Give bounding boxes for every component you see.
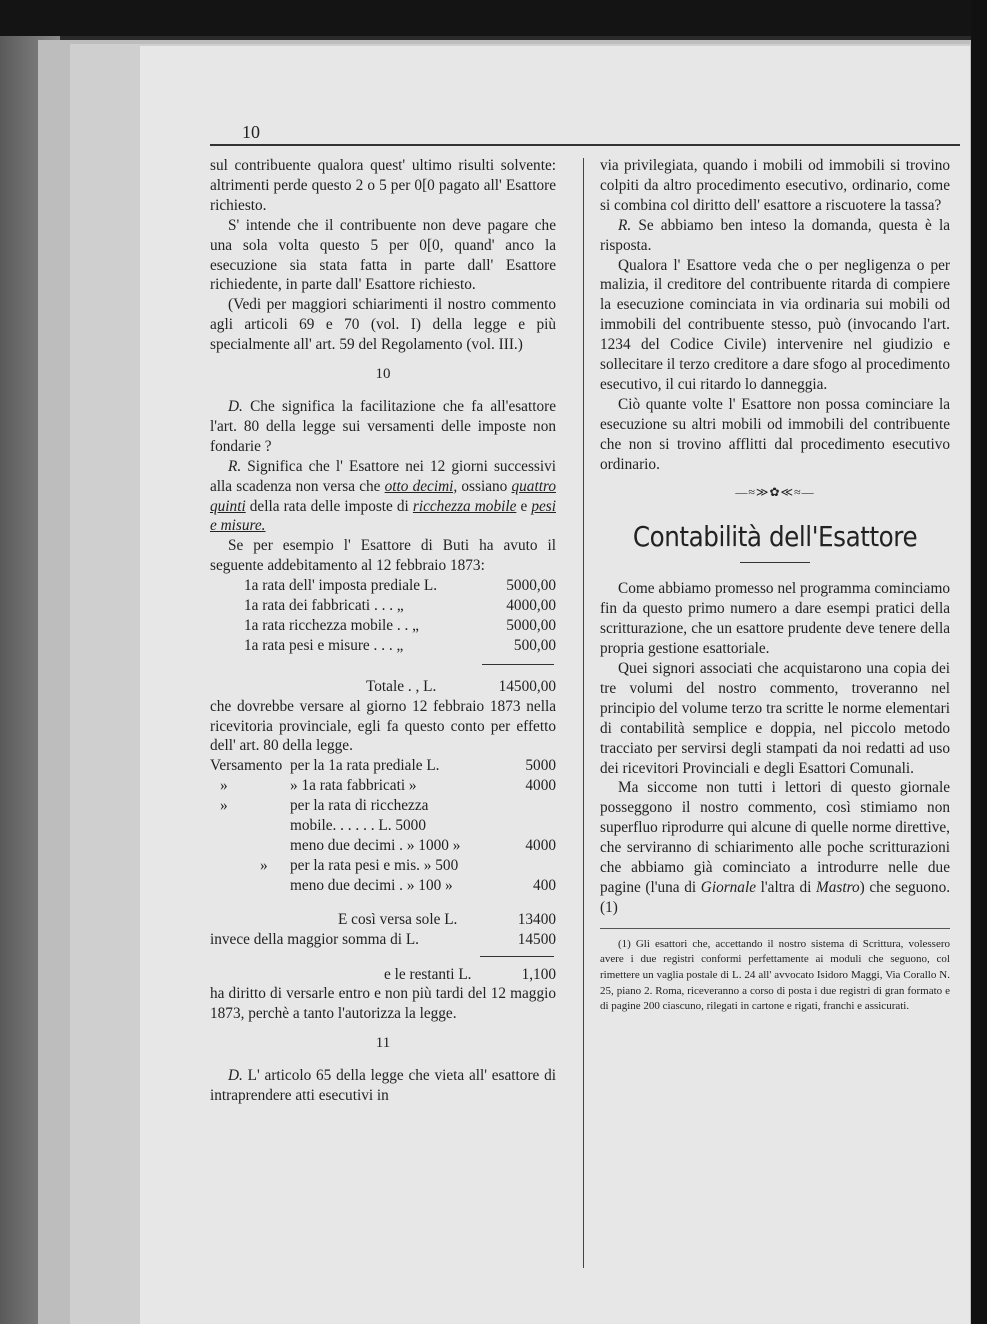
ornament-divider: —≈≫✿≪≈— — [735, 484, 815, 499]
emphasis: Giornale — [700, 879, 757, 896]
summary-row — [210, 930, 556, 950]
footnote: (1) Gli esattori che, accettando il nostro sistema di Scrittura, volessero avere i due registri conformi perfettamente ai moduli che seguono, col rimettere un vaglia postale di L. 24 all' avvocato Isidoro Maggi, Via Corallo N. 25, piano 2. Roma, riceveranno a corso di posta i due registri di gran formato e di pagine 200 ciascuno, rilegati in cartone e rigati, franchi e assicurati. — [600, 937, 950, 1013]
summary-row — [210, 965, 556, 985]
summary-row — [210, 910, 556, 930]
question-label: D. — [228, 1067, 243, 1085]
payment-cell: 5000 — [525, 757, 556, 775]
payment-cell: » — [220, 777, 228, 795]
paragraph: S' intende che il contribuente non deve pagare che una sola volta questo 5 per 0[0, quand' anco la esecuzione sia stata fatta in parte dall' Esattore richiedente, in parte dall' Esattore richiesto. — [210, 216, 556, 294]
answer — [210, 457, 556, 537]
paragraph: sul contribuente qualora quest' ultimo risulti solvente: altrimenti perde questo 2 o 5 per 0[0 pagato all' Esattore richiesto. — [210, 157, 556, 214]
scan-right-edge — [971, 0, 987, 1324]
payment-cell — [460, 796, 556, 816]
summary-label: e le restanti L. — [384, 965, 472, 983]
sum-rule — [482, 664, 554, 665]
summary-amount: 13400 — [517, 910, 556, 928]
rate-label: 1a rata ricchezza mobile . . „ — [244, 616, 419, 634]
payment-cell: 4000 — [525, 837, 556, 854]
summary-label: E così versa sole L. — [338, 910, 458, 928]
paragraph-text: l'altra di — [760, 879, 812, 896]
question-text: L' articolo 65 della legge che vieta all' esattore di intraprendere atti esecutivi in — [210, 1067, 557, 1105]
section-number: 11 — [375, 1035, 391, 1052]
payment-cell: per la rata di ricchezza — [290, 797, 429, 815]
total-amount: 14500,00 — [498, 677, 556, 695]
payment-cell: meno due decimi . » 100 » — [290, 876, 453, 894]
rate-label: 1a rata dell' imposta prediale L. — [244, 577, 438, 595]
question — [210, 1066, 556, 1106]
paragraph: Qualora l' Esattore veda che o per negligenza o per malizia, il creditore del contribuente ritarda di compiere la esecuzione cominciata in via ordinaria sui mobili od immobili del contribuente stesso, può (invocando l'art. 1234 del Codice Civile) intervenire nel giudizio e sollecitare il terzo creditore a dare sfogo al procedimento esecutivo, il cui ritardo lo danneggia. — [600, 256, 950, 393]
column-divider — [583, 158, 584, 1268]
rate-row — [210, 576, 556, 596]
emphasis: otto decimi, — [384, 477, 458, 495]
payment-cell: mobile. . . . . . L. 5000 — [290, 817, 426, 835]
answer-text: e — [520, 497, 528, 515]
title-rule — [740, 562, 810, 563]
right-column — [600, 156, 950, 1015]
paragraph: ha diritto di versarle entro e non più tardi del 12 maggio 1873, perchè a tanto l'autorizza la legge. — [210, 985, 556, 1023]
rate-row — [210, 636, 556, 656]
paragraph-text: Ma siccome non tutti i lettori di questo giornale posseggono il nostro commento, così stimiamo non superfluo riprodurre qui alcune di quelle norme direttive, che serviranno di schiarimento alle poche scritturazioni che abbiamo già cominciato a introdurre nelle due pagine (l'una di — [600, 779, 950, 896]
paragraph: Se per esempio l' Esattore di Buti ha avuto il seguente addebitamento al 12 febbraio 1873: — [210, 537, 556, 575]
question-text: Che significa la facilitazione che fa all'esattore l'art. 80 della legge sui versamenti delle imposte non fondarie ? — [210, 397, 557, 455]
paragraph-text: ) che seguono. (1) — [600, 879, 951, 916]
payment-cell: 400 — [533, 876, 556, 894]
emphasis: ricchezza mobile — [412, 497, 517, 515]
payment-cell: per la rata pesi e mis. » 500 — [290, 856, 459, 874]
left-column — [210, 156, 556, 1106]
emphasis: Mastro — [816, 879, 860, 896]
payment-cell: per la 1a rata prediale L. — [290, 757, 440, 775]
payment-cell: » — [220, 797, 228, 815]
footnote-rule — [600, 928, 950, 929]
rate-row — [210, 616, 556, 636]
answer-text: della rata delle imposte di — [249, 497, 409, 515]
payment-cell: Versamento — [210, 757, 283, 775]
emphasis: pesi e misure. — [210, 497, 556, 535]
summary-amount: 1,100 — [521, 965, 556, 983]
question-label: D. — [228, 397, 243, 415]
payment-cell: » — [260, 856, 268, 874]
payment-cell — [460, 856, 556, 876]
rate-label: 1a rata dei fabbricati . . . „ — [244, 597, 404, 615]
answer — [600, 216, 950, 256]
section-number: 10 — [375, 366, 391, 383]
section-title: Contabilità dell'Esattore — [632, 520, 918, 554]
paragraph: Quei signori associati che acquistarono una copia dei tre volumi del nostro commento, troveranno nel principio del volume terzo tra scritte le norme elementari di contabilità semplice e doppia, nel piccolo metodo tracciato per servirsi degli stampati da noi redatti ad uso dei ricevitori Provinciali e degli Esattori Comunali. — [600, 660, 950, 777]
paragraph: via privilegiata, quando i mobili od immobili si trovino colpiti da altro procedimento esecutivo, ordinario, come si combina col diritto dell' esattore a riscuotere la tassa? — [600, 157, 950, 214]
page-number: 10 — [242, 122, 260, 142]
answer-text: Significa che l' Esattore nei 12 giorni successivi alla scadenza non versa che — [210, 457, 556, 495]
paragraph: che dovrebbe versare al giorno 12 febbraio 1873 nella ricevitoria provinciale, egli fa questo conto per effetto dell' art. 80 della legge. — [210, 697, 556, 755]
answer-text: Se abbiamo ben inteso la domanda, questa è la risposta. — [600, 216, 950, 254]
scan-top-edge — [0, 0, 987, 36]
paragraph: Ciò quante volte l' Esattore non possa cominciare la esecuzione su altri mobili od immobili del contribuente che non si trovino afflitti dal procedimento esecutivo ordinario. — [600, 395, 950, 473]
rate-amount: 4000,00 — [506, 597, 556, 615]
total-label: Totale . , L. — [366, 677, 437, 695]
payment-cell — [210, 876, 290, 896]
summary-label: invece della maggior somma di L. — [210, 930, 419, 948]
rate-amount: 500,00 — [513, 636, 556, 654]
document-page — [140, 46, 970, 1324]
payment-cell — [210, 836, 290, 856]
total-row — [210, 677, 556, 697]
paragraph — [600, 778, 950, 917]
payment-cell — [460, 816, 556, 836]
paragraph: Come abbiamo promesso nel programma cominciamo fin da questo primo numero a dare esempi pratici della scritturazione, che un esattore prudente deve tenere della propria gestione esattoriale. — [600, 580, 950, 658]
payment-cell: 4000 — [525, 777, 556, 795]
payment-cell: » 1a rata fabbricati » — [290, 777, 417, 795]
payment-cell: meno due decimi . » 1000 » — [290, 837, 461, 854]
rate-row — [210, 596, 556, 616]
rate-label: 1a rata pesi e misure . . . „ — [244, 636, 404, 654]
question — [210, 397, 556, 457]
paragraph: (Vedi per maggiori schiarimenti il nostro commento agli articoli 69 e 70 (vol. I) della legge e più specialmente all' art. 59 del Regolamento (vol. III.) — [210, 296, 556, 354]
answer-label: R. — [618, 216, 632, 234]
rates-table — [210, 576, 556, 656]
sum-rule — [480, 956, 554, 957]
rate-amount: 5000,00 — [506, 616, 556, 634]
answer-text: ossiano — [461, 477, 508, 495]
header-rule — [210, 144, 960, 146]
emphasis: quattro quinti — [210, 477, 556, 515]
rate-amount: 5000,00 — [506, 577, 556, 595]
payment-table — [210, 756, 556, 895]
answer-label: R. — [228, 457, 242, 475]
payment-cell — [210, 816, 290, 836]
summary-amount: 14500 — [517, 930, 556, 948]
